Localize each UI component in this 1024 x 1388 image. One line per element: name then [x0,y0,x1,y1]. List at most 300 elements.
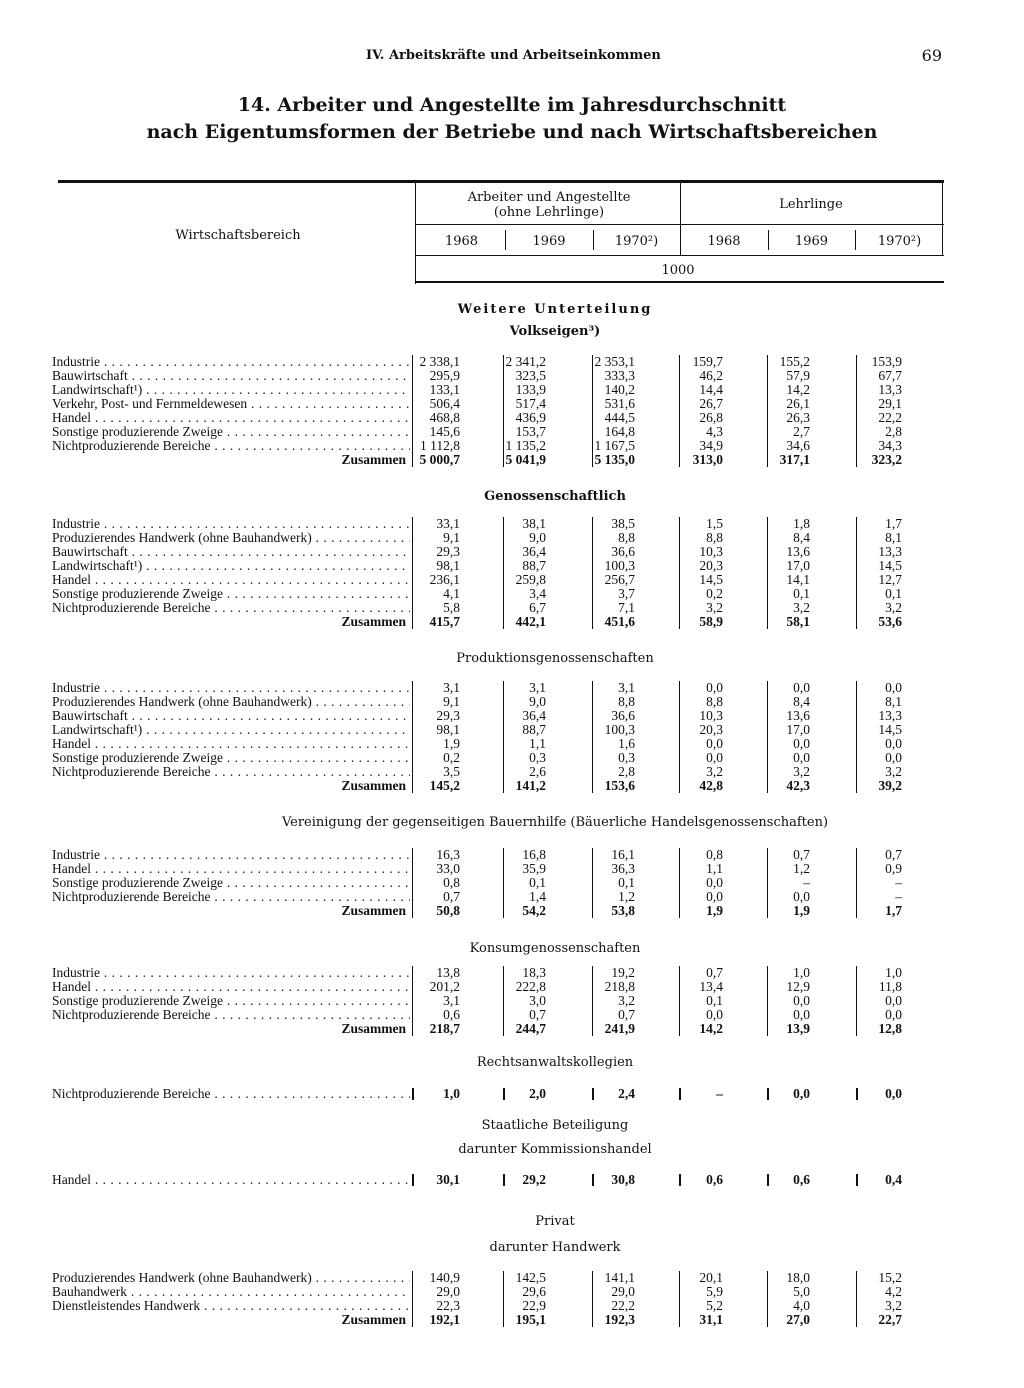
total-row [52,1313,920,1327]
cell-value: 415,7 [429,614,460,629]
cell-value: 244,7 [515,1021,546,1036]
cell-value: 50,8 [436,903,460,918]
cell-value: 0,0 [885,1086,902,1101]
table-row [52,531,920,545]
cell-value: 14,5 [699,572,723,587]
table-row [52,876,920,890]
cell-value: 27,0 [786,1312,810,1327]
cell-value: 3,7 [618,586,635,601]
row-label: Bauwirtschaft . . . [52,709,410,723]
cell-value: 8,8 [706,530,723,545]
cell-value: 5 041,9 [505,452,546,467]
cell-value: 153,6 [604,778,635,793]
cell-value: 8,1 [885,694,902,709]
cell-value: 0,0 [793,750,810,765]
cell-value: 22,7 [878,1312,902,1327]
cell-value: 22,2 [611,1298,635,1313]
row-label: Sonstige produzierende Zweige . . . [52,587,410,601]
section-block [52,355,920,467]
cell-value: 133,1 [429,382,460,397]
cell-value: 36,4 [522,708,546,723]
cell-value: 0,0 [885,736,902,751]
table-title [0,92,1024,146]
cell-value: 5,0 [793,1284,810,1299]
cell-value: 3,2 [706,600,723,615]
cell-value: 1 135,2 [505,438,546,453]
section-block [52,681,920,793]
cell-value: 3,5 [443,764,460,779]
section-title: Staatliche Beteiligung [481,1118,629,1133]
cell-value: 67,7 [878,368,902,383]
cell-value: 29,6 [522,1284,546,1299]
year-header: 1969 [532,234,566,249]
row-label: Sonstige produzierende Zweige . . . [52,876,410,890]
cell-value: 1,7 [885,903,902,918]
table-row [52,425,920,439]
head-rule [415,255,944,256]
table-row [52,369,920,383]
row-label: Handel . . . [52,862,410,876]
year-header: 1969 [794,234,829,249]
cell-value: 30,1 [436,1172,460,1187]
row-label: Industrie . . . [52,355,410,369]
cell-value: 12,9 [786,979,810,994]
cell-value: 468,8 [429,410,460,425]
section-block [52,1173,920,1187]
cell-value: 13,3 [878,544,902,559]
cell-value: 133,9 [515,382,546,397]
cell-value: 1,5 [706,516,723,531]
cell-value: 0,7 [706,965,723,980]
cell-value: 2,7 [793,424,810,439]
cell-value: 88,7 [522,558,546,573]
section-title: Genossenschaftlich [484,489,626,504]
cell-value: 444,5 [604,410,635,425]
cell-value: 0,1 [885,586,902,601]
cell-value: 20,3 [699,722,723,737]
cell-value: 13,8 [436,965,460,980]
cell-value: 18,3 [522,965,546,980]
row-label: Landwirtschaft¹) . . . [52,383,410,397]
unit-label: 1000 [661,263,695,278]
cell-value: 17,0 [786,558,810,573]
cell-value: 140,2 [604,382,635,397]
cell-value: 0,2 [443,750,460,765]
cell-value: 436,9 [515,410,546,425]
table-row [52,765,920,779]
cell-value: 0,0 [793,889,810,904]
cell-value: 11,8 [878,979,902,994]
cell-value: 20,3 [699,558,723,573]
row-label: Handel . . . [52,573,410,587]
cell-value: 31,1 [699,1312,723,1327]
row-label: Produzierendes Handwerk (ohne Bauhandwerk) . . . [52,1271,410,1285]
cell-value: 2 341,2 [505,354,546,369]
cell-value: 29,3 [436,708,460,723]
table-row [52,383,920,397]
cell-value: 1,1 [529,736,546,751]
cell-value: 39,2 [878,778,902,793]
cell-value: 0,3 [618,750,635,765]
cell-value: 18,0 [786,1270,810,1285]
table-row [52,751,920,765]
cell-value: 145,2 [429,778,460,793]
cell-value: 5 135,0 [594,452,635,467]
year-header: 1970²) [614,234,659,249]
cell-value: 9,1 [443,530,460,545]
page-number: 69 [921,46,942,65]
cell-value: 1,9 [706,903,723,918]
table-row [52,411,920,425]
row-label: Produzierendes Handwerk (ohne Bauhandwerk) . . . [52,531,410,545]
table-row [52,439,920,453]
cell-value: 1,0 [885,965,902,980]
cell-value: 3,2 [793,600,810,615]
table-row [52,709,920,723]
row-label: Nichtproduzierende Bereiche . . . [52,765,410,779]
section-block [52,1271,920,1327]
cell-value: 0,9 [885,861,902,876]
table-title-line-2: nach Eigentumsformen der Betriebe und nach Wirtschaftsbereichen [146,121,878,143]
cell-value: 26,7 [699,396,723,411]
cell-value: 13,3 [878,382,902,397]
table-row [52,1008,920,1022]
cell-value: 16,1 [611,847,635,862]
cell-value: 9,0 [529,530,546,545]
table-row [52,980,920,994]
cell-value: 36,6 [611,708,635,723]
table-row [52,573,920,587]
row-label: Handel . . . [52,1173,410,1187]
row-label: Sonstige produzierende Zweige . . . [52,425,410,439]
year-header: 1970²) [877,234,922,249]
table-row [52,397,920,411]
cell-value: 0,7 [885,847,902,862]
section-title: Privat [535,1214,575,1229]
cell-value: 0,8 [443,875,460,890]
cell-value: 88,7 [522,722,546,737]
cell-value: 2,8 [618,764,635,779]
group-arbeiter: Arbeiter und Angestellte (ohne Lehrlinge) [467,190,631,220]
cell-value: 98,1 [436,558,460,573]
row-label: Industrie . . . [52,681,410,695]
cell-value: 153,9 [871,354,902,369]
cell-value: 2 338,1 [419,354,460,369]
cell-value: 323,5 [515,368,546,383]
cell-value: 53,8 [611,903,635,918]
cell-value: 58,9 [699,614,723,629]
cell-value: 29,1 [878,396,902,411]
table-row [52,1087,920,1101]
cell-value: 0,7 [529,1007,546,1022]
cell-value: 1,7 [885,516,902,531]
section-title: Konsumgenossenschaften [469,941,641,956]
row-label: Zusammen [341,615,406,629]
table-row [52,994,920,1008]
cell-value: 3,0 [529,993,546,1008]
cell-value: 1,0 [793,965,810,980]
cell-value: 12,8 [878,1021,902,1036]
section-subtitle: darunter Kommissionshandel [458,1142,652,1157]
cell-value: 3,4 [529,586,546,601]
table-row [52,1173,920,1187]
cell-value: 4,2 [885,1284,902,1299]
cell-value: 2,8 [885,424,902,439]
cell-value: 34,6 [786,438,810,453]
row-label: Zusammen [341,1022,406,1036]
cell-value: 9,1 [443,694,460,709]
cell-value: 218,7 [429,1021,460,1036]
cell-value: 36,6 [611,544,635,559]
row-label: Produzierendes Handwerk (ohne Bauhandwerk) . . . [52,695,410,709]
row-label: Sonstige produzierende Zweige . . . [52,994,410,1008]
cell-value: 0,7 [793,847,810,862]
cell-value: 58,1 [786,614,810,629]
cell-value: 8,8 [618,694,635,709]
cell-value: 1,0 [443,1086,460,1101]
cell-value: 14,4 [699,382,723,397]
cell-value: 0,8 [706,847,723,862]
table-row [52,890,920,904]
cell-value: 4,3 [706,424,723,439]
cell-value: 2 353,1 [594,354,635,369]
table-row [52,1271,920,1285]
cell-value: 5,9 [706,1284,723,1299]
cell-value: 14,2 [786,382,810,397]
total-row [52,453,920,467]
cell-value: 159,7 [692,354,723,369]
cell-value: 57,9 [786,368,810,383]
cell-value: 323,2 [871,452,902,467]
row-label: Handel . . . [52,737,410,751]
table-row [52,559,920,573]
cell-value: 19,2 [611,965,635,980]
cell-value: 29,2 [522,1172,546,1187]
cell-value: 1,2 [618,889,635,904]
cell-value: 0,1 [529,875,546,890]
cell-value: 16,8 [522,847,546,862]
cell-value: 0,0 [706,736,723,751]
head-bottom-rule [415,281,944,283]
cell-value: 155,2 [779,354,810,369]
cell-value: 0,1 [793,586,810,601]
table-row [52,723,920,737]
cell-value: 1,4 [529,889,546,904]
row-label: Handel . . . [52,411,410,425]
cell-value: 8,4 [793,530,810,545]
cell-value: 34,3 [878,438,902,453]
cell-value: 192,1 [429,1312,460,1327]
table-row [52,695,920,709]
overview-title: Weitere Unterteilung [457,302,653,317]
cell-value: 1,8 [793,516,810,531]
cell-value: 222,8 [515,979,546,994]
section-title: Rechtsanwaltskollegien [476,1055,634,1070]
cell-value: 5,2 [706,1298,723,1313]
total-row [52,779,920,793]
cell-value: 317,1 [779,452,810,467]
table-row [52,862,920,876]
cell-value: 0,6 [706,1172,723,1187]
cell-value: 141,2 [515,778,546,793]
row-label: Zusammen [341,1313,406,1327]
row-label: Nichtproduzierende Bereiche . . . [52,601,410,615]
section-block [52,517,920,629]
cell-value: 451,6 [604,614,635,629]
cell-value: 26,1 [786,396,810,411]
cell-value: 0,0 [793,736,810,751]
section-title: Vereinigung der gegenseitigen Bauernhilfe (Bäuerliche Handelsgenossenschaften) [281,815,829,830]
cell-value: 8,8 [618,530,635,545]
cell-value: 8,1 [885,530,902,545]
section-block [52,848,920,918]
cell-value: 38,1 [522,516,546,531]
cell-value: 22,3 [436,1298,460,1313]
cell-value: 29,0 [436,1284,460,1299]
table-row [52,601,920,615]
running-header [0,48,1024,68]
cell-value: 46,2 [699,368,723,383]
row-label: Verkehr, Post- und Fernmeldewesen . . . [52,397,410,411]
cell-value: 6,7 [529,600,546,615]
cell-value: – [716,1086,723,1101]
row-label: Sonstige produzierende Zweige . . . [52,751,410,765]
total-row [52,904,920,918]
cell-value: 12,7 [878,572,902,587]
year-header: 1968 [707,234,741,249]
table-row [52,681,920,695]
cell-value: 531,6 [604,396,635,411]
cell-value: 33,0 [436,861,460,876]
cell-value: 295,9 [429,368,460,383]
cell-value: 3,2 [885,600,902,615]
section-title: Volkseigen³) [509,324,601,339]
cell-value: 2,4 [618,1086,635,1101]
row-header: Wirtschaftsbereich [175,228,301,243]
head-rule [415,224,944,225]
cell-value: – [895,889,902,904]
cell-value: 53,6 [878,614,902,629]
row-label: Nichtproduzierende Bereiche . . . [52,890,410,904]
cell-value: 3,2 [706,764,723,779]
cell-value: – [803,875,810,890]
row-label: Dienstleistendes Handwerk . . . [52,1299,410,1313]
cell-value: 259,8 [515,572,546,587]
cell-value: 0,0 [793,1007,810,1022]
row-label: Zusammen [341,904,406,918]
cell-value: 1,9 [443,736,460,751]
cell-value: 100,3 [604,722,635,737]
cell-value: 20,1 [699,1270,723,1285]
cell-value: 142,5 [515,1270,546,1285]
cell-value: 0,0 [706,889,723,904]
section-subtitle: darunter Handwerk [489,1240,621,1255]
row-label: Industrie . . . [52,848,410,862]
cell-value: 192,3 [604,1312,635,1327]
cell-value: 35,9 [522,861,546,876]
cell-value: 1 167,5 [594,438,635,453]
cell-value: 100,3 [604,558,635,573]
cell-value: 0,2 [706,586,723,601]
cell-value: 13,6 [786,708,810,723]
cell-value: 1,2 [793,861,810,876]
cell-value: 13,4 [699,979,723,994]
cell-value: 241,9 [604,1021,635,1036]
cell-value: 5 000,7 [419,452,460,467]
table-head [58,180,944,284]
cell-value: 7,1 [618,600,635,615]
cell-value: 10,3 [699,708,723,723]
cell-value: 3,1 [529,680,546,695]
cell-value: 0,0 [885,1007,902,1022]
cell-value: 141,1 [604,1270,635,1285]
cell-value: 506,4 [429,396,460,411]
row-label: Handel . . . [52,980,410,994]
table-row [52,587,920,601]
cell-value: 0,0 [885,750,902,765]
cell-value: 256,7 [604,572,635,587]
cell-value: 0,1 [618,875,635,890]
cell-value: 3,1 [443,993,460,1008]
cell-value: 3,2 [885,764,902,779]
section-block [52,966,920,1036]
cell-value: 10,3 [699,544,723,559]
cell-value: 3,1 [443,680,460,695]
cell-value: 13,6 [786,544,810,559]
cell-value: 218,8 [604,979,635,994]
cell-value: 140,9 [429,1270,460,1285]
cell-value: 26,3 [786,410,810,425]
cell-value: 2,6 [529,764,546,779]
cell-value: 0,6 [793,1172,810,1187]
cell-value: 54,2 [522,903,546,918]
table-row [52,545,920,559]
cell-value: 30,8 [611,1172,635,1187]
cell-value: 26,8 [699,410,723,425]
cell-value: 0,1 [706,993,723,1008]
total-row [52,615,920,629]
row-label: Nichtproduzierende Bereiche . . . [52,439,410,453]
cell-value: 442,1 [515,614,546,629]
cell-value: 0,0 [793,993,810,1008]
cell-value: 517,4 [515,396,546,411]
cell-value: 2,0 [529,1086,546,1101]
cell-value: 38,5 [611,516,635,531]
group-lehrlinge: Lehrlinge [779,197,843,212]
cell-value: 8,4 [793,694,810,709]
cell-value: 16,3 [436,847,460,862]
cell-value: 14,1 [786,572,810,587]
cell-value: 13,9 [786,1021,810,1036]
cell-value: 0,0 [793,680,810,695]
cell-value: 0,3 [529,750,546,765]
cell-value: 3,1 [618,680,635,695]
cell-value: 1,1 [706,861,723,876]
cell-value: 29,0 [611,1284,635,1299]
row-label: Zusammen [341,453,406,467]
cell-value: 3,2 [793,764,810,779]
cell-value: 33,1 [436,516,460,531]
cell-value: 1,6 [618,736,635,751]
row-label: Nichtproduzierende Bereiche . . . [52,1008,410,1022]
row-label: Bauwirtschaft . . . [52,369,410,383]
cell-value: 0,0 [885,993,902,1008]
year-header: 1968 [444,234,479,249]
cell-value: 333,3 [604,368,635,383]
cell-value: 15,2 [878,1270,902,1285]
cell-value: 5,8 [443,600,460,615]
running-title: IV. Arbeitskräfte und Arbeitseinkommen [366,48,661,63]
